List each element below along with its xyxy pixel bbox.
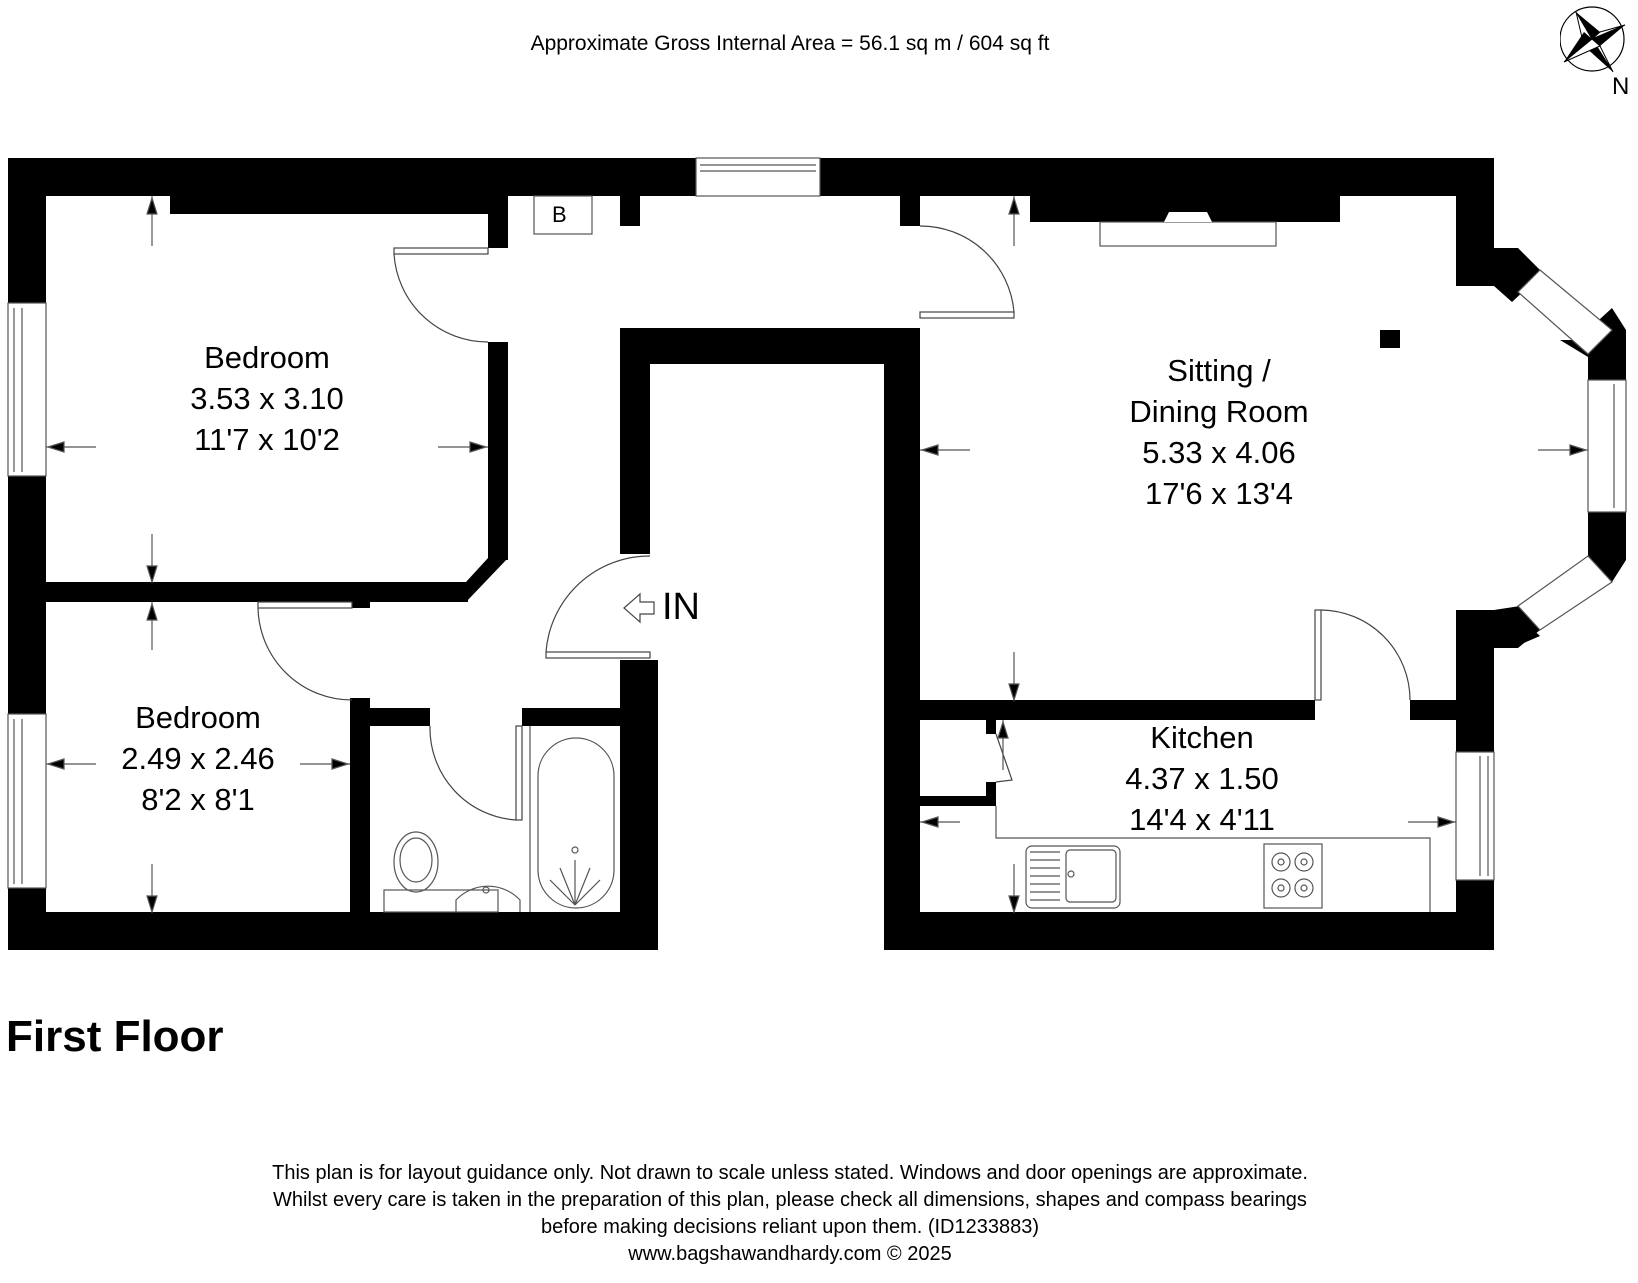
gross-internal-area: Approximate Gross Internal Area = 56.1 sq m / 604 sq ft <box>530 32 1050 55</box>
boiler-marker: B <box>552 202 567 227</box>
room-metric: 3.53 x 3.10 <box>190 381 344 416</box>
entrance-arrow-icon <box>624 594 654 622</box>
room-name: Kitchen <box>1150 720 1254 755</box>
room-metric: 4.37 x 1.50 <box>1125 761 1279 796</box>
disclaimer-line-3: before making decisions reliant upon them. (ID1233883) <box>540 1216 1040 1238</box>
hob-icon <box>1264 844 1322 908</box>
room-sitting-dining <box>1129 350 1308 514</box>
room-imperial: 8'2 x 8'1 <box>141 782 255 817</box>
room-imperial: 14'4 x 4'11 <box>1129 802 1275 837</box>
compass-north-label: N <box>1612 73 1630 100</box>
sink-drainer-icon <box>1026 846 1120 908</box>
disclaimer-line-1: This plan is for layout guidance only. Not drawn to scale unless stated. Windows and door openings are approximate. <box>272 1162 1308 1184</box>
walls <box>8 158 1626 950</box>
entrance-marker: IN <box>662 586 700 628</box>
room-kitchen <box>1125 717 1278 840</box>
bath-icon <box>538 738 614 908</box>
website-link[interactable]: www.bagshawandhardy.com © 2025 <box>628 1243 952 1265</box>
disclaimer-line-2: Whilst every care is taken in the preparation of this plan, please check all dimensions, shapes and compass bearings <box>273 1189 1307 1211</box>
room-name-line2: Dining Room <box>1129 394 1309 429</box>
room-imperial: 17'6 x 13'4 <box>1144 476 1294 511</box>
room-metric: 5.33 x 4.06 <box>1142 435 1296 470</box>
room-imperial: 11'7 x 10'2 <box>194 422 340 457</box>
room-metric: 2.49 x 2.46 <box>121 741 275 776</box>
room-name: Bedroom <box>135 700 261 735</box>
room-name: Bedroom <box>204 340 330 375</box>
room-bedroom-1 <box>190 337 343 460</box>
room-bedroom-2 <box>121 697 274 820</box>
floor-label: First Floor <box>6 1012 224 1061</box>
dimension-arrows <box>46 196 1588 912</box>
disclaimer <box>0 1160 1580 1268</box>
room-name: Sitting / <box>1167 353 1271 388</box>
